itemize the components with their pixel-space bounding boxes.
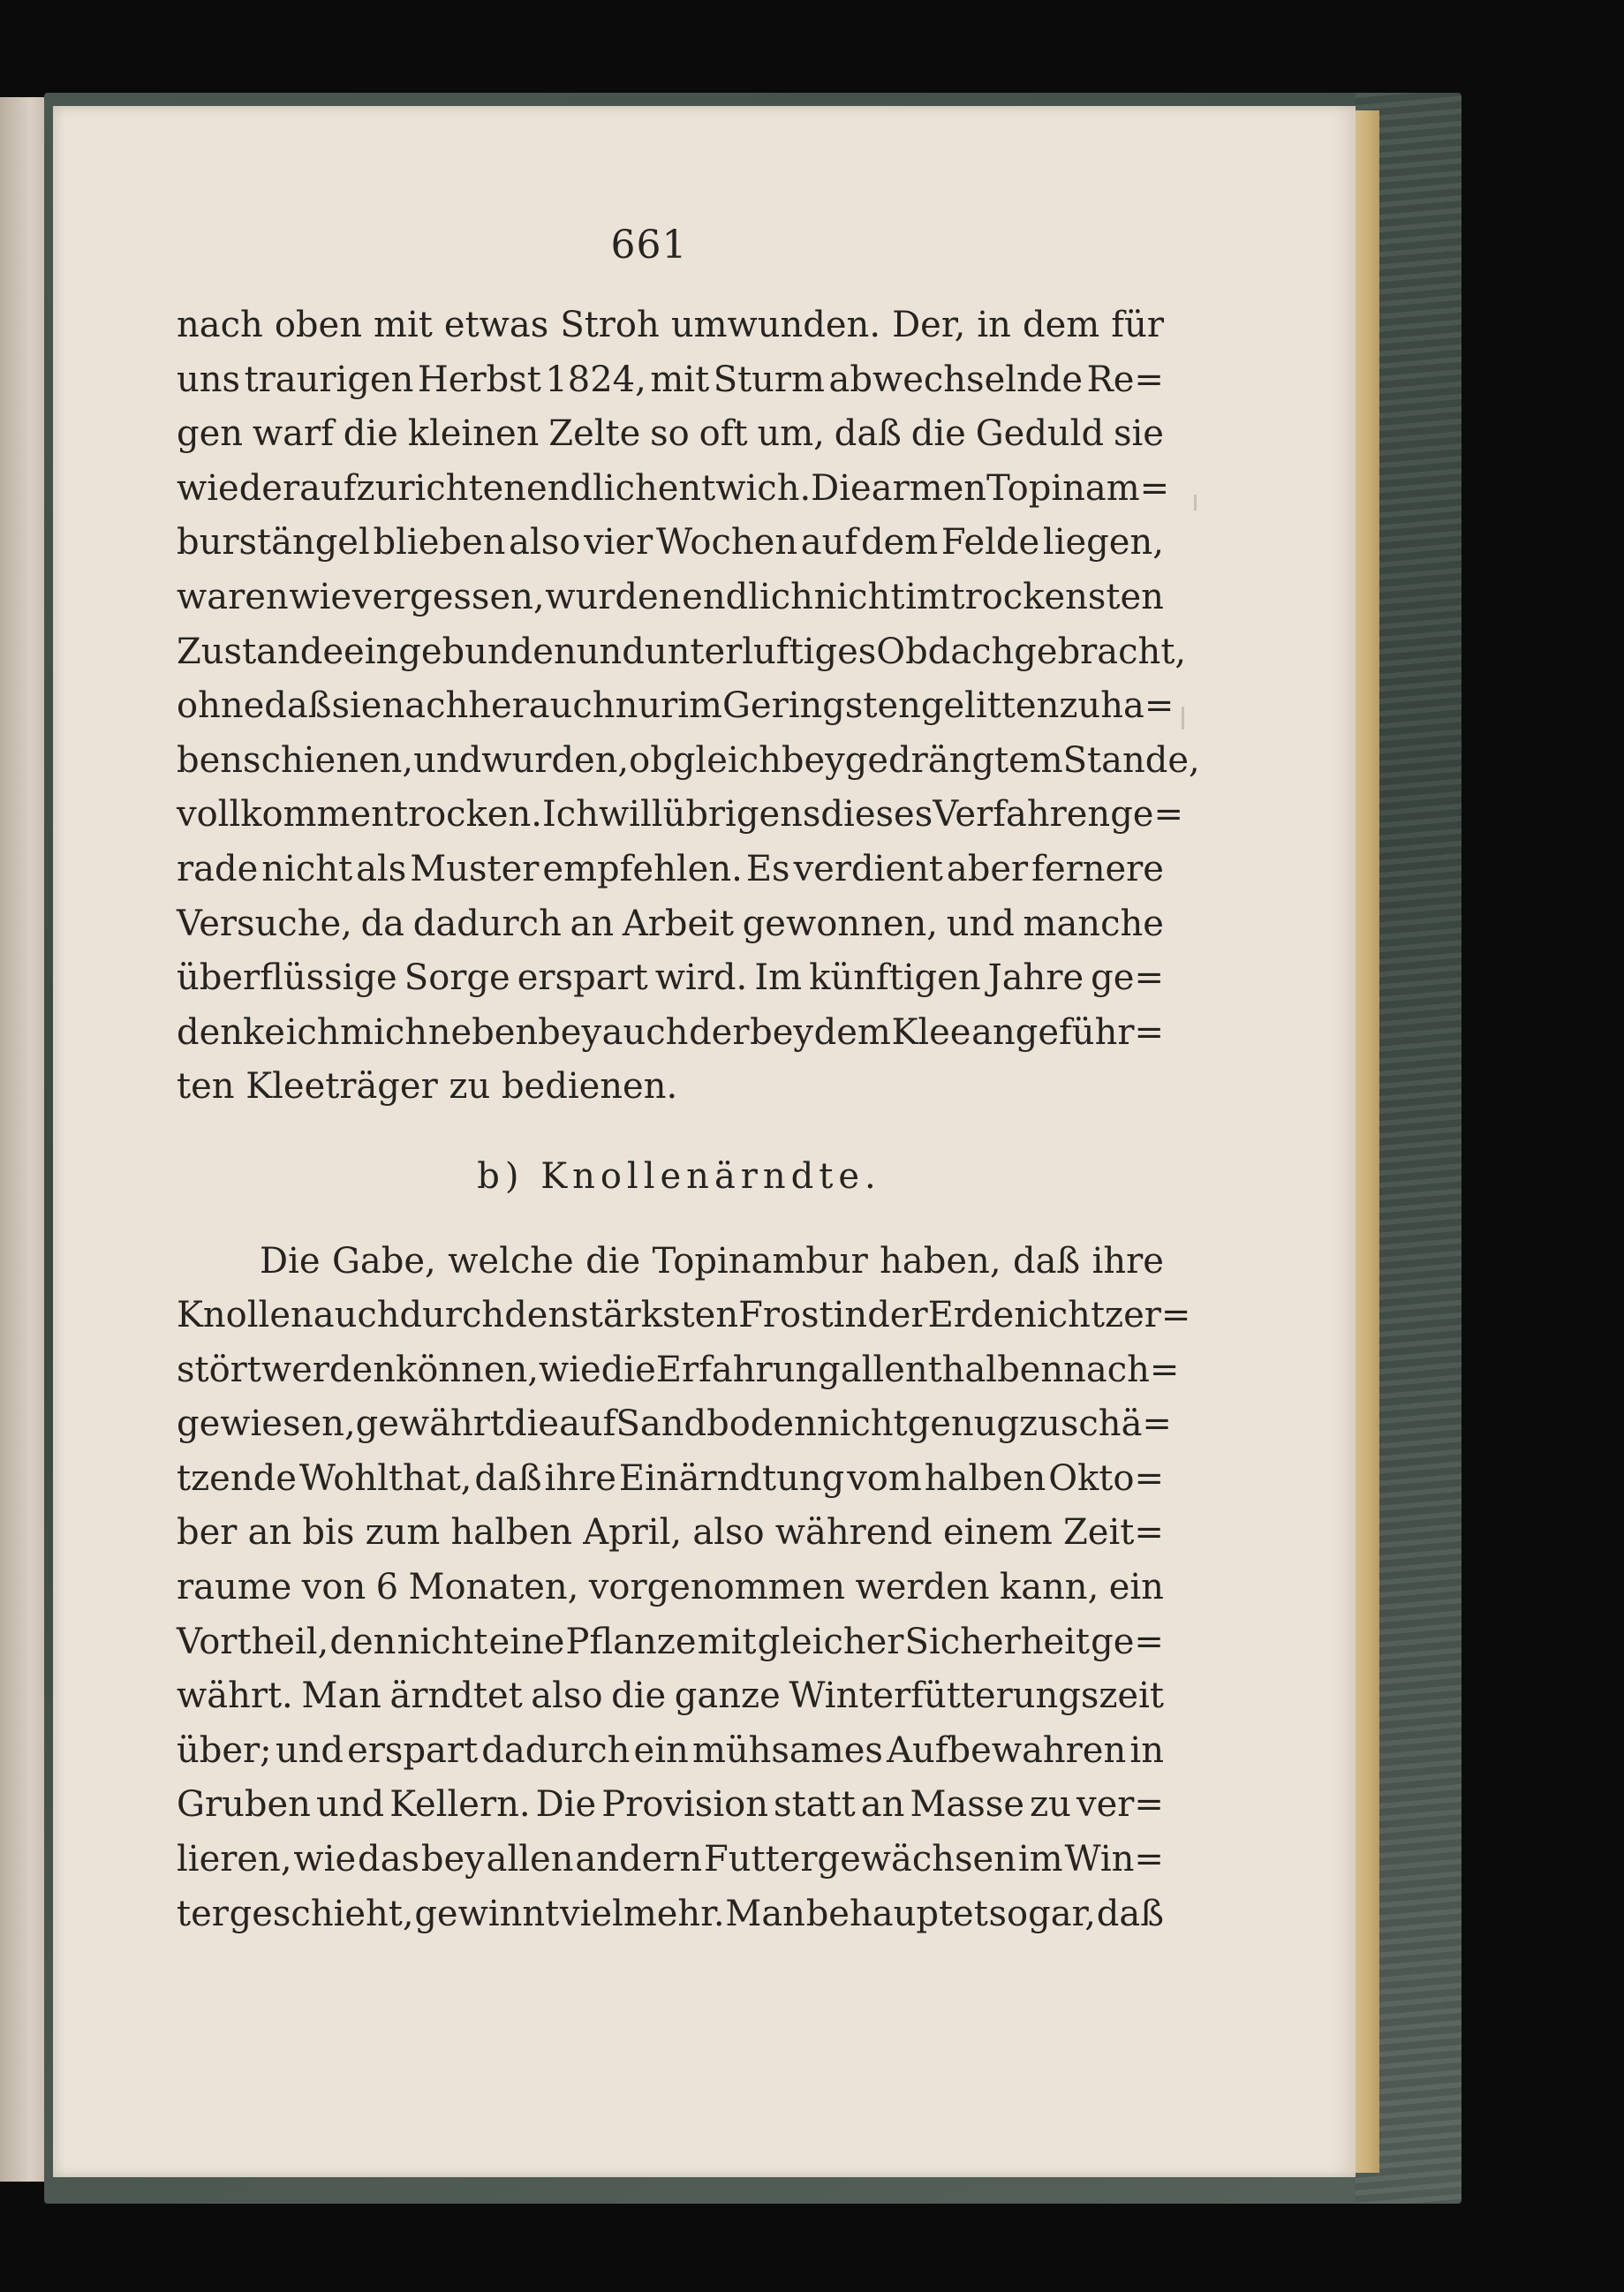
word: sie	[331, 685, 382, 727]
word: Sturm	[713, 359, 825, 400]
word: daß	[834, 413, 902, 455]
word: behauptet	[805, 1893, 988, 1934]
word: zer=	[1105, 1295, 1191, 1336]
word: Vortheil,	[177, 1621, 329, 1662]
word: gleicher	[757, 1621, 904, 1662]
word: wurden	[545, 576, 682, 617]
word: Wohlthat,	[298, 1457, 472, 1499]
text-line	[177, 1561, 1164, 1615]
word: die	[585, 1240, 641, 1282]
word: uns	[177, 359, 241, 400]
word: daß	[1012, 1240, 1081, 1282]
word: Win=	[1064, 1839, 1164, 1880]
word: andern	[575, 1839, 703, 1880]
word: ihre	[1091, 1240, 1164, 1282]
word: Kellern.	[389, 1784, 531, 1826]
word: etwas	[443, 305, 549, 345]
word: ben	[177, 739, 244, 781]
text-line	[177, 679, 1175, 734]
word: Masse	[910, 1784, 1024, 1826]
page-text	[177, 299, 1200, 1941]
word: genug	[907, 1403, 1020, 1445]
text-line	[177, 625, 1187, 680]
word: April,	[583, 1512, 683, 1554]
word: trocken.	[393, 794, 542, 836]
word: zu	[1030, 1784, 1071, 1826]
paragraph-1	[177, 299, 1200, 1115]
word: wie	[293, 1839, 357, 1880]
text-line	[177, 951, 1164, 1006]
word: traurigen	[244, 359, 414, 400]
word: Der,	[892, 305, 966, 345]
word: oft	[699, 413, 748, 455]
text-line	[177, 1506, 1164, 1561]
word: aufzurichten	[299, 467, 526, 509]
word: schienen,	[243, 739, 414, 781]
word: Man	[725, 1893, 805, 1934]
word: Einärndtung	[618, 1457, 845, 1499]
word: werden	[855, 1567, 990, 1608]
word: dadurch	[481, 1729, 631, 1771]
word: Erde	[927, 1295, 1015, 1336]
text-line	[177, 1235, 1164, 1290]
word: die	[611, 1676, 667, 1717]
word: über;	[177, 1729, 272, 1771]
word: ganze	[674, 1676, 781, 1717]
word: allenthalben	[840, 1349, 1064, 1390]
word: ge=	[1091, 957, 1164, 999]
word: dem	[1022, 305, 1100, 345]
word: 6	[375, 1567, 399, 1608]
word: Zelte	[548, 413, 641, 455]
word: daß	[264, 685, 332, 727]
word: bey	[781, 739, 845, 781]
word: Stroh	[560, 305, 660, 345]
text-line	[177, 1833, 1164, 1887]
word: vergessen,	[351, 576, 545, 617]
text-line	[177, 843, 1164, 897]
word: also	[509, 522, 581, 564]
word: statt	[774, 1784, 856, 1826]
word: nicht	[813, 576, 905, 617]
word: Monaten,	[408, 1567, 579, 1608]
word: nicht	[261, 848, 353, 889]
word: schä=	[1060, 1403, 1172, 1445]
word: entwich.	[657, 467, 812, 509]
word: wie	[538, 1349, 601, 1390]
word: Aufbewahren	[887, 1729, 1127, 1771]
word: an	[247, 1512, 292, 1554]
text-line	[177, 788, 1183, 843]
word: vier	[584, 522, 653, 564]
text-line	[177, 1615, 1164, 1670]
word: während	[774, 1512, 933, 1554]
word: nach=	[1063, 1349, 1180, 1390]
word: da	[360, 903, 405, 944]
word: mit	[650, 359, 710, 400]
text-line	[177, 734, 1200, 789]
word: lieren,	[177, 1839, 292, 1880]
word: und	[576, 631, 645, 672]
word: liegen,	[1042, 522, 1164, 564]
word: Versuche,	[177, 903, 352, 944]
word: ihre	[544, 1457, 616, 1499]
word: die	[503, 1403, 560, 1445]
word: bey	[420, 1839, 485, 1880]
word: gewinnt	[414, 1893, 560, 1934]
word: den	[504, 1295, 571, 1336]
word: zu	[1019, 1403, 1061, 1445]
word: Felde	[940, 522, 1040, 564]
word: verdient	[793, 848, 943, 889]
word: überflüssige	[177, 957, 397, 999]
word: zu	[1059, 685, 1101, 727]
word: vom	[847, 1457, 922, 1499]
text-line	[177, 1289, 1191, 1343]
text-line	[177, 407, 1164, 462]
word: und	[275, 1729, 344, 1771]
word: umwunden.	[670, 305, 881, 345]
word: blieben	[373, 522, 506, 564]
word: Pflanze	[565, 1621, 697, 1662]
word: wie	[289, 576, 352, 617]
word: Sicherheit	[904, 1621, 1090, 1662]
word: ge=	[1110, 794, 1183, 836]
word: mit	[697, 1621, 757, 1662]
word: nicht	[816, 1403, 908, 1445]
word: gelitten	[920, 685, 1060, 727]
word: den	[329, 1621, 397, 1662]
word: nicht	[1014, 1295, 1106, 1336]
text-line	[177, 1778, 1164, 1833]
word: sie	[1113, 413, 1164, 455]
word: Es	[745, 848, 790, 889]
word: auf	[559, 1403, 616, 1445]
text-line	[177, 1724, 1164, 1779]
word: Herbst	[417, 359, 541, 400]
word: künftigen	[809, 957, 981, 999]
word: vielmehr.	[559, 1893, 725, 1934]
word: Klee	[891, 1011, 971, 1053]
word: dieses	[820, 794, 933, 836]
word: ein	[1108, 1567, 1164, 1608]
text-line	[177, 897, 1164, 952]
word: auf	[800, 522, 858, 564]
word: stärksten	[570, 1295, 739, 1336]
word: oben	[274, 305, 362, 345]
word: unter	[644, 631, 743, 672]
word: werden	[261, 1349, 396, 1390]
word: dem	[860, 522, 939, 564]
word: auch	[528, 685, 616, 727]
word: nach	[177, 305, 263, 345]
word: welche	[448, 1240, 574, 1282]
word: so	[650, 413, 690, 455]
word: Topinambur	[652, 1240, 868, 1282]
word: für	[1111, 305, 1164, 345]
word: Erfahrung	[655, 1349, 841, 1390]
word: warf	[252, 413, 334, 455]
word: Muster	[410, 848, 540, 889]
word: ter	[177, 1893, 229, 1934]
word: Frost	[738, 1295, 834, 1336]
word: gewonnen,	[742, 903, 938, 944]
text-line	[177, 1397, 1172, 1452]
section-heading: b) Knollenärndte.	[477, 1155, 881, 1197]
word: auch	[601, 1011, 689, 1053]
word: halben	[924, 1457, 1046, 1499]
word: die	[910, 413, 966, 455]
word: dadurch	[412, 903, 562, 944]
text-line	[177, 516, 1164, 571]
word: rade	[177, 848, 259, 889]
word: angeführ=	[971, 1011, 1164, 1053]
word: und	[946, 903, 1015, 944]
word: die	[601, 1349, 656, 1390]
text-line	[177, 1669, 1164, 1724]
word: Provision	[601, 1784, 768, 1826]
word: ha=	[1100, 685, 1175, 727]
word: wird.	[654, 957, 748, 999]
word: ohne	[177, 685, 265, 727]
word: mühsames	[691, 1729, 883, 1771]
word: denke	[177, 1011, 285, 1053]
word: eine	[488, 1621, 565, 1662]
word: Obdach	[876, 631, 1015, 672]
paper-speck	[1194, 495, 1197, 511]
word: im	[677, 685, 722, 727]
paragraph-2	[177, 1235, 1191, 1942]
word: endlich	[682, 576, 813, 617]
word: trockensten	[950, 576, 1164, 617]
word: und	[413, 739, 482, 781]
word: von	[301, 1567, 366, 1608]
word: allen	[486, 1839, 574, 1880]
word: empfehlen.	[542, 848, 743, 889]
word: daß	[1096, 1893, 1164, 1934]
word: im	[905, 576, 950, 617]
word: erspart	[517, 957, 648, 999]
word: ver=	[1076, 1784, 1164, 1826]
word: gedrängtem	[844, 739, 1063, 781]
text-line	[177, 571, 1164, 625]
word: ärndtet	[389, 1676, 523, 1717]
word: mit	[374, 305, 433, 345]
word: Sandboden	[616, 1403, 817, 1445]
text-line	[177, 299, 1164, 353]
text-line	[177, 462, 1170, 517]
word: an	[860, 1784, 905, 1826]
word: durch	[399, 1295, 505, 1336]
word: der	[689, 1011, 750, 1053]
word: und	[315, 1784, 385, 1826]
word: der	[867, 1295, 928, 1336]
word: in	[833, 1295, 868, 1336]
word: halben	[450, 1512, 572, 1554]
word: Die	[260, 1240, 321, 1282]
word: nicht	[397, 1621, 488, 1662]
word: stört	[177, 1349, 261, 1390]
word: obgleich	[629, 739, 782, 781]
word: Okto=	[1048, 1457, 1164, 1499]
word: gen	[177, 413, 244, 455]
word: Re=	[1086, 359, 1164, 400]
word: währt.	[177, 1676, 293, 1717]
word: manche	[1023, 903, 1164, 944]
word: die	[343, 413, 398, 455]
word: gewährt	[355, 1403, 504, 1445]
word: daß	[474, 1457, 542, 1499]
word: also	[531, 1676, 603, 1717]
word: sogar,	[988, 1893, 1097, 1934]
word: nur	[615, 685, 678, 727]
word: nachher	[381, 685, 529, 727]
word: dem	[813, 1011, 891, 1053]
word: vollkommen	[177, 794, 394, 836]
word: auch	[313, 1295, 400, 1336]
word: Topinam=	[986, 467, 1170, 509]
word: bis	[302, 1512, 355, 1554]
word: gewiesen,	[177, 1403, 356, 1445]
word: aber	[946, 848, 1029, 889]
word: geschieht,	[229, 1893, 414, 1934]
word: einem	[942, 1512, 1053, 1554]
word: in	[977, 305, 1011, 345]
word: an	[570, 903, 615, 944]
word: armen	[871, 467, 987, 509]
word: kann,	[999, 1567, 1099, 1608]
word: können,	[395, 1349, 539, 1390]
word: bey	[750, 1011, 813, 1053]
word: Man	[301, 1676, 381, 1717]
text-line	[177, 1006, 1164, 1061]
word: raume	[177, 1567, 292, 1608]
word: wurden,	[481, 739, 630, 781]
word: gebracht,	[1014, 631, 1187, 672]
word: ber	[177, 1512, 238, 1554]
word: Sorge	[404, 957, 510, 999]
word: Gabe,	[331, 1240, 436, 1282]
text-line: ten Kleeträger zu bedienen.	[177, 1066, 678, 1108]
word: 1824,	[545, 359, 646, 400]
word: endlich	[525, 467, 658, 509]
word: Futtergewächsen	[704, 1839, 1016, 1880]
word: ein	[633, 1729, 689, 1771]
word: luftiges	[742, 631, 877, 672]
word: will	[598, 794, 663, 836]
word: Zeit=	[1063, 1512, 1164, 1554]
word: abwechselnde	[828, 359, 1084, 400]
word: das	[357, 1839, 419, 1880]
word: Stande,	[1062, 739, 1200, 781]
word: tzende	[177, 1457, 297, 1499]
word: Jahre	[987, 957, 1084, 999]
paper-speck	[1182, 707, 1184, 730]
word: Winterfütterungszeit	[789, 1676, 1164, 1717]
word: Im	[754, 957, 803, 999]
word: eingebunden	[344, 631, 577, 672]
word: Geduld	[975, 413, 1105, 455]
text-line	[177, 1452, 1164, 1507]
page-number: 661	[610, 223, 688, 268]
word: waren	[177, 576, 289, 617]
word: fernere	[1031, 848, 1164, 889]
word: in	[1129, 1729, 1164, 1771]
word: Ich	[541, 794, 599, 836]
word: Arbeit	[622, 903, 734, 944]
word: mich	[340, 1011, 428, 1053]
word: Geringsten	[721, 685, 921, 727]
word: um,	[757, 413, 825, 455]
text-line	[177, 1343, 1180, 1398]
word: Gruben	[177, 1784, 311, 1826]
word: erspart	[347, 1729, 479, 1771]
word: ge=	[1091, 1621, 1164, 1662]
word: nebenbey	[427, 1011, 602, 1053]
word: wieder	[177, 467, 300, 509]
word: Die	[811, 467, 872, 509]
word: übrigens	[662, 794, 821, 836]
word: Die	[535, 1784, 597, 1826]
word: Verfahren	[933, 794, 1111, 836]
word: Knollen	[177, 1295, 313, 1336]
word: vorgenommen	[588, 1567, 846, 1608]
text-line	[177, 1887, 1164, 1942]
word: haben,	[880, 1240, 1001, 1282]
word: im	[1017, 1839, 1063, 1880]
text-line	[177, 353, 1164, 408]
word: also	[692, 1512, 765, 1554]
word: Wochen	[656, 522, 798, 564]
word: Zustande	[177, 631, 344, 672]
word: ich	[285, 1011, 340, 1053]
word: zum	[365, 1512, 441, 1554]
word: burstängel	[177, 522, 370, 564]
word: kleinen	[407, 413, 540, 455]
word: als	[356, 848, 407, 889]
